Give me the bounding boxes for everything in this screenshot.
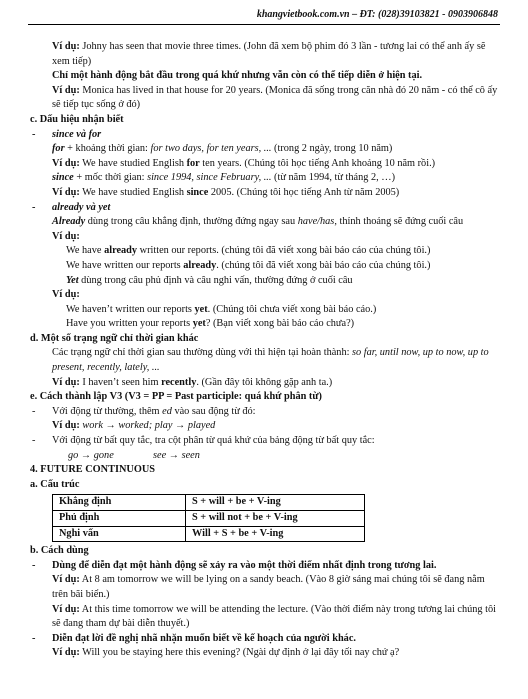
- rule-gloss: (từ năm 1994, từ tháng 2, …): [271, 172, 396, 184]
- dash: -: [32, 632, 36, 644]
- example-line: [52, 573, 500, 602]
- example-text: . (Gần đây tôi không gặp anh ta.): [196, 376, 333, 388]
- section-heading-c: c. Dấu hiệu nhận biết: [30, 113, 124, 125]
- rule-text: Các trạng ngữ chỉ thời gian sau thường dùng với thì hiện tại hoàn thành:: [52, 347, 353, 359]
- example-text: At this time tomorrow we will be attending the lecture. (Vào thời điểm này trong tương lai chúng tôi sẽ đang tham dự bài diễn thuyết.): [52, 603, 497, 630]
- example-text: written our reports. (chúng tôi đã viết xong bài báo cáo của chúng tôi.): [137, 245, 431, 257]
- example-line: [52, 603, 500, 632]
- table-cell: Khẳng định: [53, 495, 186, 511]
- example-text: We have written our reports: [66, 259, 184, 271]
- keyword: already: [183, 259, 217, 271]
- example-text: I haven’t seen him: [79, 376, 162, 388]
- table-cell: S + will + be + V-ing: [186, 495, 365, 511]
- example-line: [66, 259, 500, 274]
- example-text: ? (Bạn viết xong bài báo cáo chưa?): [205, 318, 355, 330]
- example-line: [52, 157, 500, 172]
- rule-line: [52, 346, 500, 375]
- example-text: 2005. (Chúng tôi học tiếng Anh từ năm 2005): [208, 186, 400, 198]
- table-cell: S + will not + be + V-ing: [186, 511, 365, 527]
- example-label: Ví dụ:: [52, 41, 80, 52]
- usage-point: Dùng để diễn đạt một hành động sẽ xảy ra vào một thời điểm nhất định trong tương lai.: [52, 559, 437, 571]
- bullet-label: already và yet: [52, 201, 111, 213]
- example-line: [66, 317, 500, 332]
- example-label: Ví dụ:: [52, 647, 80, 659]
- rule-line: [66, 274, 500, 289]
- bullet-regular-verbs: [32, 405, 500, 420]
- example-line: [52, 186, 500, 201]
- subsection-heading-b: b. Cách dùng: [30, 545, 89, 557]
- table-row: [53, 511, 365, 527]
- bullet-usage-2: [32, 632, 500, 647]
- example-text: work → worked; play → played: [79, 420, 216, 432]
- example-text: Monica has lived in that house for 20 years. (Monica đã sống trong căn nhà đó 20 năm - có thể cô ấy sẽ tiếp tục sống ở đó): [52, 84, 498, 111]
- example-label: Ví dụ:: [52, 603, 80, 615]
- example-text: see → seen: [153, 449, 200, 461]
- rule-line: [52, 142, 500, 157]
- rule-italic: ed: [162, 405, 172, 417]
- dash: -: [32, 559, 36, 571]
- example-text: Will you be staying here this evening? (Ngài dự định ở lại đây tối nay chứ ạ?: [79, 647, 400, 659]
- rule-examples: for two days, for ten years, ...: [150, 143, 272, 155]
- example-label: Ví dụ:: [52, 289, 80, 301]
- rule-text: vào sau động từ đó:: [171, 405, 256, 417]
- dash: -: [32, 435, 36, 447]
- rule-text: dùng trong câu phủ định và câu nghi vấn, thường đứng ở cuối câu: [78, 274, 353, 286]
- bullet-already-yet: [32, 201, 500, 216]
- rule-text: + mốc thời gian:: [73, 172, 148, 184]
- example-line: [66, 303, 500, 318]
- rule-examples: since 1994, since February, ...: [147, 172, 272, 184]
- rule-examples: so far, until now, up to now, up to present, recently, lately, ...: [52, 347, 489, 374]
- example-text: ten years. (Chúng tôi học tiếng Anh khoảng 10 năm rồi.): [199, 157, 436, 169]
- example-line: [66, 244, 500, 259]
- rule-text: + khoảng thời gian:: [64, 143, 151, 155]
- example-text: Johny has seen that movie three times. (John đã xem bộ phim đó 3 lần - tương lai có thể anh ấy sẽ xem tiếp): [52, 41, 486, 67]
- rule-gloss: (trong 2 ngày, trong 10 năm): [271, 143, 393, 155]
- keyword: for: [186, 157, 200, 169]
- rule-line: [52, 215, 500, 230]
- example-label: Ví dụ:: [52, 420, 80, 432]
- keyword: Yet: [66, 274, 79, 286]
- example-text: go → gone: [68, 449, 114, 461]
- rule-line: [52, 171, 500, 186]
- bullet-label: since và for: [52, 128, 102, 140]
- table-cell: Nghi vấn: [53, 526, 186, 542]
- example-text: Have you written your reports: [66, 318, 193, 330]
- usage-point: Chỉ một hành động bắt đầu trong quá khứ nhưng vẫn còn có thể tiếp diễn ở hiện tại.: [52, 70, 423, 82]
- example-line: [52, 40, 500, 69]
- dash: -: [32, 405, 36, 417]
- example-text: At 8 am tomorrow we will be lying on a sandy beach. (Vào 8 giờ sáng mai chúng tôi sẽ đang nằm trên bãi biển.): [52, 574, 485, 600]
- example-line: [52, 419, 500, 434]
- example-text: . (chúng tôi đã viết xong bài báo cáo của chúng tôi.): [216, 259, 431, 271]
- rule-text: , thỉnh thoảng sẽ đứng cuối câu: [334, 216, 464, 228]
- keyword: yet: [194, 303, 208, 315]
- structure-table: [52, 494, 365, 542]
- example-text: . (Chúng tôi chưa viết xong bài báo cáo.): [207, 303, 377, 315]
- keyword: Already: [52, 216, 86, 228]
- subsection-heading-a: a. Cấu trúc: [30, 478, 80, 490]
- bullet-irregular-verbs: [32, 434, 500, 449]
- rule-italic: have/has: [297, 216, 335, 228]
- example-line: [68, 449, 500, 464]
- keyword: recently: [161, 376, 197, 388]
- table-cell: Will + S + be + V-ing: [186, 526, 365, 542]
- keyword: yet: [192, 318, 206, 330]
- header-rule: [28, 24, 500, 25]
- example-line: [52, 646, 500, 661]
- example-text: We have studied English: [79, 157, 187, 169]
- dash: -: [32, 201, 36, 213]
- page-header: khangvietbook.com.vn – ĐT: (028)39103821 - 0903906848: [256, 9, 498, 20]
- example-text: We haven’t written our reports: [66, 303, 195, 315]
- example-text: We have studied English: [79, 186, 187, 198]
- example-label: Ví dụ:: [52, 157, 80, 169]
- document-body: [30, 40, 500, 661]
- example-label: Ví dụ:: [52, 186, 80, 198]
- example-line: [52, 376, 500, 391]
- example-label: Ví dụ:: [52, 574, 80, 586]
- table-row: [53, 526, 365, 542]
- bullet-since-for: [32, 128, 500, 143]
- section-heading-e: e. Cách thành lập V3 (V3 = PP = Past participle: quá khứ phân từ): [30, 391, 322, 403]
- section-heading-d: d. Một số trạng ngữ chỉ thời gian khác: [30, 332, 199, 344]
- keyword: already: [104, 245, 138, 257]
- rule-text: Với động từ thường, thêm: [52, 405, 163, 417]
- section-heading-4: 4. FUTURE CONTINUOUS: [30, 464, 156, 476]
- keyword: for: [52, 143, 65, 155]
- example-label: Ví dụ:: [52, 376, 80, 388]
- example-text: We have: [66, 245, 105, 257]
- bullet-usage-1: [32, 559, 500, 574]
- example-label: Ví dụ:: [52, 230, 80, 242]
- rule-text: dùng trong câu khẳng định, thường đứng ngay sau: [85, 216, 298, 228]
- usage-point: Diễn đạt lời đề nghị nhã nhặn muốn biết về kế hoạch của người khác.: [52, 632, 356, 644]
- dash: -: [32, 128, 36, 140]
- table-cell: Phủ định: [53, 511, 186, 527]
- example-line: [52, 84, 500, 113]
- rule-text: Với động từ bất quy tắc, tra cột phân từ quá khứ của bảng động từ bất quy tắc:: [52, 435, 375, 447]
- keyword: since: [52, 172, 74, 184]
- example-label: Ví dụ:: [52, 84, 80, 96]
- keyword: since: [186, 186, 209, 198]
- table-row: [53, 495, 365, 511]
